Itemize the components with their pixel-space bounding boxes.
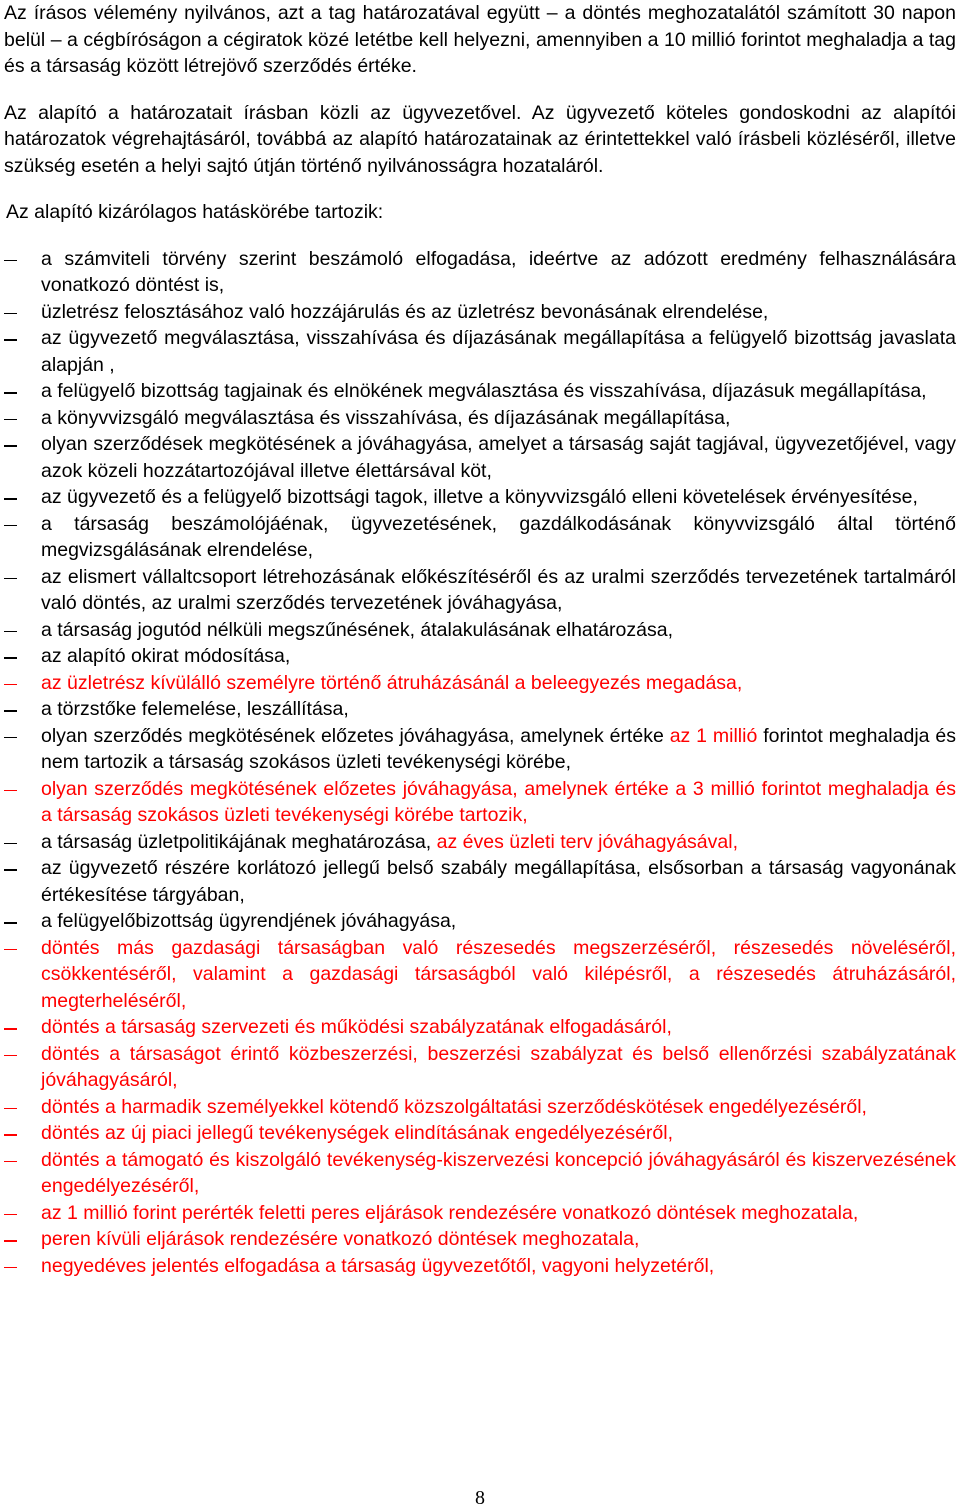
list-item — [4, 829, 956, 856]
list-item — [4, 1147, 956, 1200]
paragraph-exclusive-competence-intro: Az alapító kizárólagos hatáskörébe tartozik: — [6, 201, 384, 223]
list-item — [4, 431, 956, 484]
competence-list — [4, 246, 956, 1280]
list-item — [4, 1094, 956, 1121]
item-text-highlighted: döntés más gazdasági társaságban való részesedés megszerzéséről, részesedés növeléséről, csökkentéséről, valamint a gazdasági társaságból való kilépésről, a részesedés átruházásáról, megterheléséről, — [41, 936, 956, 1012]
item-text: forintot meghaladja és nem tartozik a társaság szokásos üzleti tevékenységi körébe, — [41, 724, 956, 773]
list-item — [4, 855, 956, 908]
item-text: a társaság üzletpolitikájának meghatározása, — [41, 830, 437, 853]
item-text: a törzstőke felemelése, leszállítása, — [41, 698, 349, 720]
item-text: a számviteli törvény szerint beszámoló elfogadása, ideértve az adózott eredmény felhasználására vonatkozó döntést is, — [41, 247, 956, 296]
list-item — [4, 723, 956, 776]
list-item — [4, 1041, 956, 1094]
list-item — [4, 484, 956, 511]
item-text: az ügyvezető megválasztása, visszahívása és díjazásának megállapítása a felügyelő bizottság javaslata alapján , — [41, 327, 956, 376]
list-item — [4, 696, 956, 723]
item-text-highlighted: az 1 millió — [669, 724, 758, 747]
paragraph-written-opinion: Az írásos vélemény nyilvános, azt a tag határozatával együtt – a döntés meghozatalától számított 30 napon belül – a cégbíróságon a cégiratok közé letétbe kell helyezni, amennyiben a 10 millió forintot meghaladja a tag és a társaság között létrejövő szerződés értéke. — [4, 2, 956, 77]
page-number: 8 — [475, 1487, 485, 1509]
list-item — [4, 1120, 956, 1147]
item-text-highlighted: az éves üzleti terv jóváhagyásával, — [436, 830, 738, 853]
item-text: az elismert vállaltcsoport létrehozásának előkészítéséről és az uralmi szerződés tervezetének tartalmáról való döntés, az uralmi szerződés tervezetének jóváhagyása, — [41, 565, 956, 614]
item-text: az alapító okirat módosítása, — [41, 645, 291, 667]
paragraph-founder-decisions: Az alapító a határozatait írásban közli az ügyvezetővel. Az ügyvezető köteles gondoskodni az alapítói határozatok végrehajtásáról, továbbá az alapító határozatainak az érintettekkel való írásbeli közléséről, illetve szükség esetén a helyi sajtó útján történő nyilvánosságra hozataláról. — [4, 101, 956, 177]
list-item — [4, 776, 956, 829]
item-text-highlighted: döntés az új piaci jellegű tevékenységek elindításának engedélyezéséről, — [41, 1122, 673, 1144]
list-item — [4, 246, 956, 299]
item-text-highlighted: döntés a társaságot érintő közbeszerzési, beszerzési szabályzat és belső ellenőrzési szabályzatának jóváhagyásáról, — [41, 1042, 956, 1091]
list-item — [4, 908, 956, 935]
item-text: a felügyelőbizottság ügyrendjének jóváhagyása, — [41, 910, 457, 932]
item-text: üzletrész felosztásához való hozzájárulás és az üzletrész bevonásának elrendelése, — [41, 300, 769, 323]
item-text: a társaság beszámolójáénak, ügyvezetésének, gazdálkodásának könyvvizsgáló által történő megvizsgálásának elrendelése, — [41, 512, 956, 561]
list-item — [4, 378, 956, 405]
list-item — [4, 405, 956, 432]
item-text-highlighted: az 1 millió forint perérték feletti peres eljárások rendezésére vonatkozó döntések meghozatala, — [41, 1201, 859, 1224]
item-text: az ügyvezető részére korlátozó jellegű belső szabály megállapítása, elsősorban a társaság vagyonának értékesítése tárgyában, — [41, 857, 956, 906]
item-text: a felügyelő bizottság tagjainak és elnökének megválasztása és visszahívása, díjazásuk megállapítása, — [41, 380, 927, 402]
item-text: olyan szerződés megkötésének előzetes jóváhagyása, amelynek értéke — [41, 724, 670, 747]
list-item — [4, 325, 956, 378]
item-text-highlighted: döntés a harmadik személyekkel kötendő közszolgáltatási szerződéskötések engedélyezéséről, — [41, 1095, 867, 1118]
item-text-highlighted: az üzletrész kívülálló személyre történő átruházásánál a beleegyezés megadása, — [41, 671, 743, 694]
list-item — [4, 670, 956, 697]
list-item — [4, 1253, 956, 1280]
item-text: a könyvvizsgáló megválasztása és visszahívása, és díjazásának megállapítása, — [41, 406, 731, 429]
item-text-highlighted: peren kívüli eljárások rendezésére vonatkozó döntések meghozatala, — [41, 1228, 640, 1250]
list-item — [4, 1226, 956, 1253]
item-text: az ügyvezető és a felügyelő bizottsági tagok, illetve a könyvvizsgáló elleni követelések érvényesítése, — [41, 486, 918, 508]
list-item — [4, 617, 956, 644]
item-text-highlighted: döntés a társaság szervezeti és működési szabályzatának elfogadásáról, — [41, 1016, 672, 1038]
item-text-highlighted: olyan szerződés megkötésének előzetes jóváhagyása, amelynek értéke a 3 millió forintot meghaladja és a társaság szokásos üzleti tevékenységi körébe tartozik, — [41, 777, 956, 826]
list-item — [4, 1200, 956, 1227]
list-item — [4, 935, 956, 1015]
document-page — [4, 0, 956, 1279]
list-item — [4, 1014, 956, 1041]
list-item — [4, 564, 956, 617]
list-item — [4, 299, 956, 326]
item-text: olyan szerződések megkötésének a jóváhagyása, amelyet a társaság saját tagjával, ügyvezetőjével, vagy azok közeli hozzátartozójával illetve élettársával köt, — [41, 433, 956, 482]
list-item — [4, 643, 956, 670]
list-item — [4, 511, 956, 564]
item-text: a társaság jogutód nélküli megszűnésének, átalakulásának elhatározása, — [41, 618, 673, 641]
item-text-highlighted: negyedéves jelentés elfogadása a társaság ügyvezetőtől, vagyoni helyzetéről, — [41, 1254, 715, 1277]
item-text-highlighted: döntés a támogató és kiszolgáló tevékenység-kiszervezési koncepció jóváhagyásáról és kiszervezésének engedélyezéséről, — [41, 1148, 956, 1197]
